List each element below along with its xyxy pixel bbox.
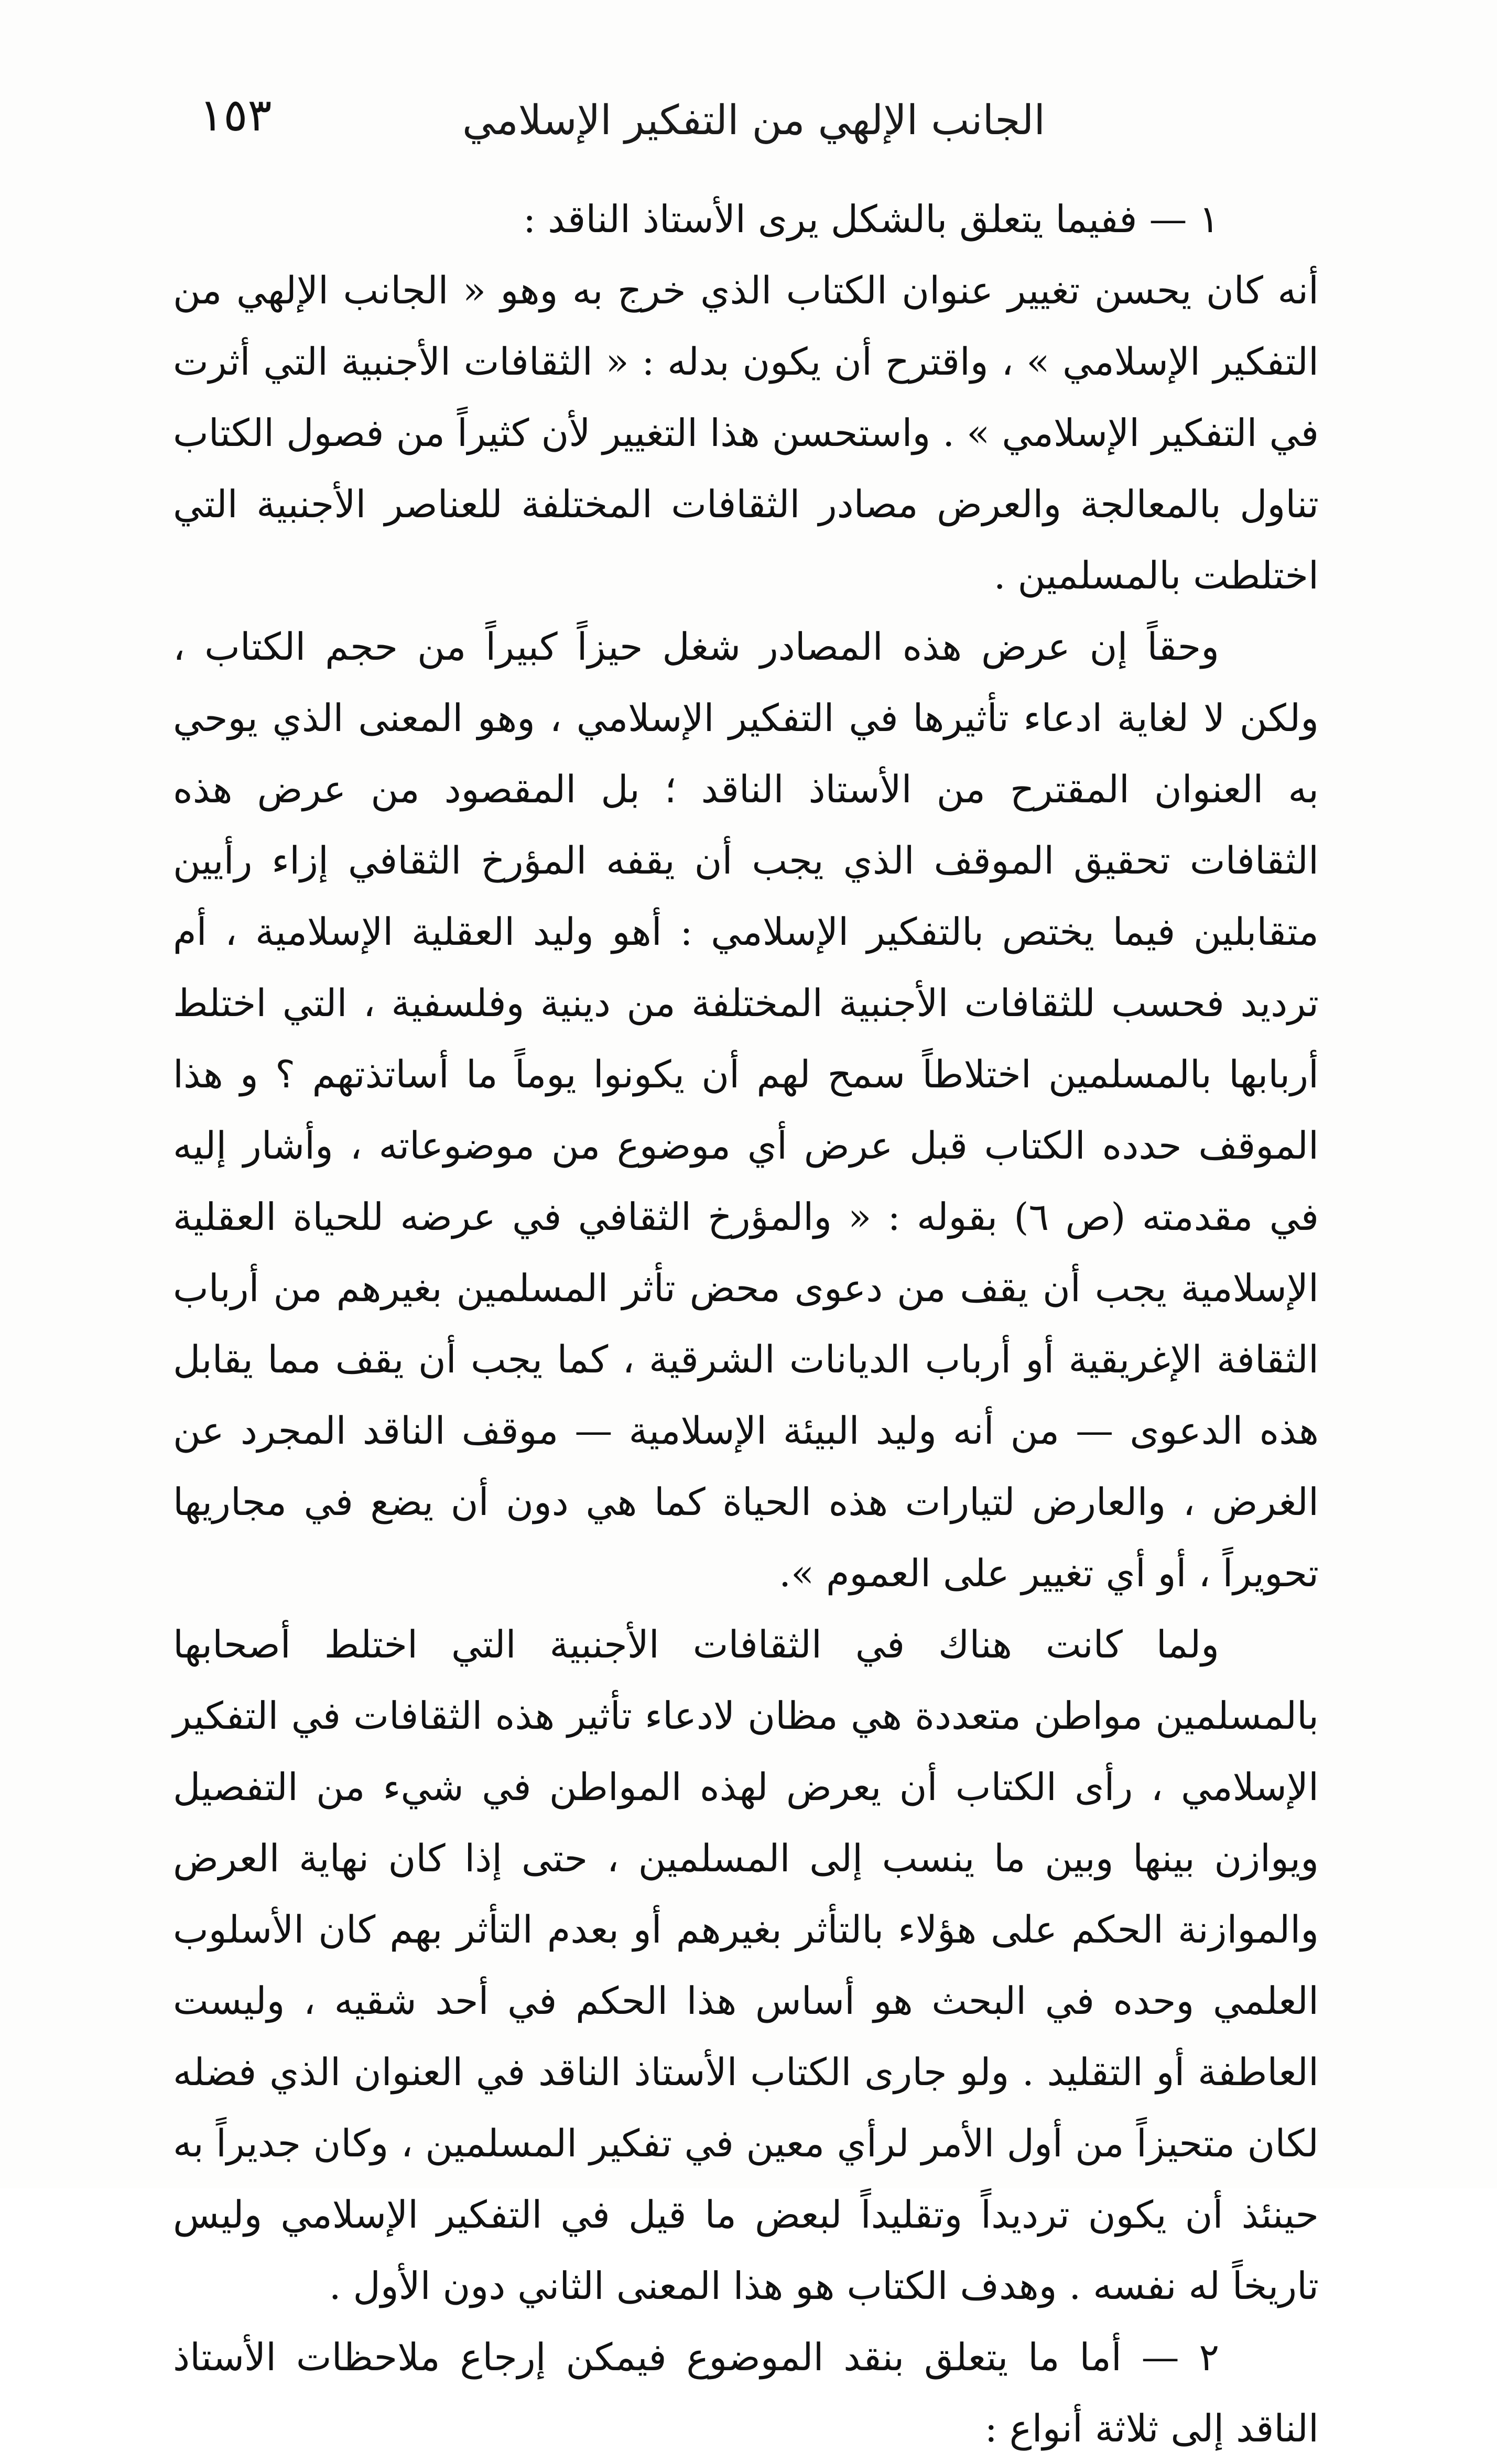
paragraph-content-critique: ٢ — أما ما يتعلق بنقد الموضوع فيمكن إرجاع ملاحظات الأستاذ الناقد إلى ثلاثة أنواع : bbox=[173, 2335, 1319, 2450]
page-body bbox=[173, 183, 1319, 2464]
paragraph-response: وحقاً إن عرض هذه المصادر شغل حيزاً كبيراً من حجم الكتاب ، ولكن لا لغاية ادعاء تأثيرها في التفكير الإسلامي ، وهو المعنى الذي يوحي به العنوان المقترح من الأستاذ الناقد ؛ بل المقصود من عرض هذه الثقافات تحقيق الموقف الذي يجب أن يقفه المؤرخ الثقافي إزاء رأيين متقابلين فيما يختص بالتفكير الإسلامي : أهو وليد العقلية الإسلامية ، أم ترديد فحسب للثقافات الأجنبية المختلفة من دينية وفلسفية ، التي اختلط أربابها بالمسلمين اختلاطاً سمح لهم أن يكونوا يوماً ما أساتذتهم ؟ و هذا الموقف حدده الكتاب قبل عرض أي موضوع من موضوعاته ، وأشار إليه في مقدمته (ص ٦) بقوله : « والمؤرخ الثقافي في عرضه للحياة العقلية الإسلامية يجب أن يقف من دعوى محض تأثر المسلمين بغيرهم من أرباب الثقافة الإغريقية أو أرباب الديانات الشرقية ، كما يجب أن يقف مما يقابل هذه الدعوى — من أنه وليد البيئة الإسلامية — موقف الناقد المجرد عن الغرض ، والعارض لتيارات هذه الحياة كما هي دون أن يضع في مجاريها تحويراً ، أو أي تغيير على العموم ». bbox=[173, 625, 1319, 1595]
paragraph-form-critique: ١ — ففيما يتعلق بالشكل يرى الأستاذ الناقد : bbox=[523, 197, 1219, 241]
paragraph-title-suggestion: أنه كان يحسن تغيير عنوان الكتاب الذي خرج به وهو « الجانب الإلهي من التفكير الإسلامي » ، واقترح أن يكون بدله : « الثقافات الأجنبية التي أثرت في التفكير الإسلامي » . واستحسن هذا التغيير لأن كثيراً من فصول الكتاب تناول بالمعالجة والعرض مصادر الثقافات المختلفة للعناصر الأجنبية التي اختلطت بالمسلمين . bbox=[173, 268, 1319, 597]
running-title: الجانب الإلهي من التفكير الإسلامي bbox=[462, 97, 1045, 144]
page-number: ١٥٣ bbox=[199, 89, 272, 141]
page-header bbox=[189, 89, 1319, 152]
paragraph-foreign-cultures: ولما كانت هناك في الثقافات الأجنبية التي اختلط أصحابها بالمسلمين مواطن متعددة هي مظان لادعاء تأثير هذه الثقافات في التفكير الإسلامي ، رأى الكتاب أن يعرض لهذه المواطن في شيء من التفصيل ويوازن بينها وبين ما ينسب إلى المسلمين ، حتى إذا كان نهاية العرض والموازنة الحكم على هؤلاء بالتأثر بغيرهم أو بعدم التأثر بهم كان الأسلوب العلمي وحده في البحث هو أساس هذا الحكم في أحد شقيه ، وليست العاطفة أو التقليد . ولو جارى الكتاب الأستاذ الناقد في العنوان الذي فضله لكان متحيزاً من أول الأمر لرأي معين في تفكير المسلمين ، وكان جديراً به حينئذ أن يكون ترديداً وتقليداً لبعض ما قيل في التفكير الإسلامي وليس تاريخاً له نفسه . وهدف الكتاب هو هذا المعنى الثاني دون الأول . bbox=[173, 1622, 1319, 2308]
